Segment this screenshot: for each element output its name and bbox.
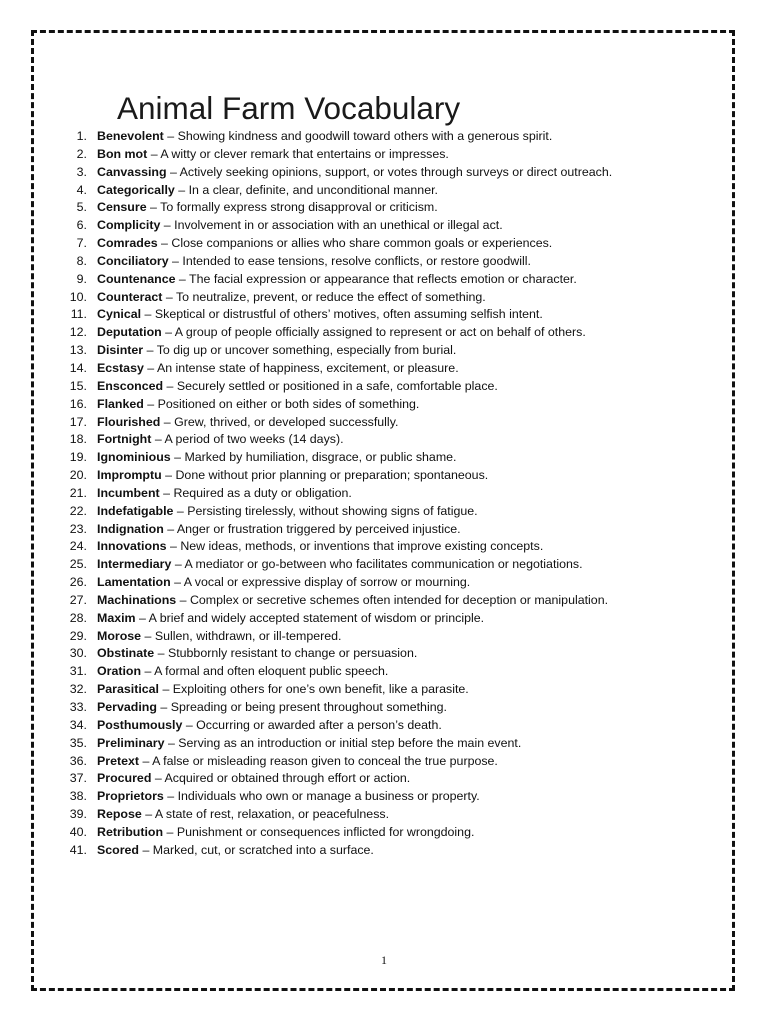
vocab-entry [64, 271, 664, 289]
vocab-separator: – [146, 200, 161, 215]
vocab-separator: – [141, 307, 155, 322]
vocab-entry [64, 699, 664, 717]
vocab-entry-text [87, 146, 664, 164]
vocab-entry-number: 15. [69, 378, 87, 393]
vocab-entry-number: 10. [69, 289, 87, 304]
document-title: Animal Farm Vocabulary [117, 90, 461, 126]
vocab-separator: – [156, 700, 171, 714]
vocab-term: Categorically [97, 182, 175, 197]
vocab-entry [64, 164, 664, 182]
vocab-term: Machinations [97, 592, 177, 607]
vocab-definition: Grew, thrived, or developed successfully. [174, 414, 399, 429]
vocab-entry-number: 21. [69, 485, 87, 500]
vocab-term: Ignominious [97, 450, 171, 465]
vocab-entry-number: 6. [76, 218, 87, 233]
vocab-entry [64, 467, 664, 485]
vocab-entry [64, 753, 664, 771]
vocab-entry-text [87, 431, 664, 449]
vocab-entry-text [87, 253, 664, 271]
vocab-entry-number: 9. [76, 271, 87, 286]
vocab-definition: Occurring or awarded after a person’s death. [196, 717, 442, 732]
vocab-entry-number: 25. [69, 557, 87, 572]
vocab-definition: Actively seeking opinions, support, or votes through surveys or direct outreach. [179, 164, 613, 179]
vocab-entry-text [87, 574, 664, 592]
vocab-entry [64, 717, 664, 735]
vocab-term: Innovations [97, 539, 167, 554]
vocab-definition: Exploiting others for one’s own benefit, like a parasite. [172, 682, 469, 697]
vocab-definition: Punishment or consequences inflicted for wrongdoing. [176, 824, 475, 839]
vocab-entry [64, 842, 664, 860]
vocab-separator: – [163, 521, 177, 536]
page-number: 1 [381, 953, 387, 967]
vocab-entry-number: 38. [69, 789, 87, 804]
vocab-entry-text [87, 449, 664, 467]
vocab-entry [64, 199, 664, 217]
vocab-term: Maxim [97, 610, 136, 625]
vocab-entry-number: 35. [69, 735, 87, 750]
vocab-term: Indefatigable [97, 503, 174, 518]
vocab-separator: – [162, 289, 176, 304]
vocab-separator: – [160, 218, 175, 233]
vocab-entry [64, 414, 664, 432]
vocab-separator: – [166, 164, 180, 179]
vocab-term: Bon mot [97, 146, 148, 161]
vocab-entry-text [87, 699, 664, 717]
vocab-entry-text [87, 521, 664, 539]
vocab-term: Flanked [97, 396, 144, 411]
vocab-separator: – [159, 682, 173, 697]
vocab-entry [64, 360, 664, 378]
vocab-separator: – [151, 432, 165, 447]
vocab-separator: – [157, 236, 172, 251]
vocab-definition: A witty or clever remark that entertains or impresses. [160, 146, 449, 161]
vocab-term: Scored [97, 842, 140, 857]
vocab-entry-text [87, 360, 664, 378]
vocab-entry-text [87, 306, 664, 324]
vocab-definition: Involvement in or association with an unethical or illegal act. [174, 218, 503, 233]
vocab-term: Pretext [97, 753, 140, 768]
vocab-term: Fortnight [97, 432, 152, 447]
vocab-entry [64, 788, 664, 806]
vocab-entry-number: 13. [69, 343, 87, 358]
vocab-entry [64, 538, 664, 556]
vocab-entry [64, 235, 664, 253]
vocab-entry-number: 22. [69, 503, 87, 518]
vocab-entry-number: 7. [76, 236, 87, 251]
vocab-definition: The facial expression or appearance that reflects emotion or character. [189, 271, 577, 286]
vocab-separator: – [182, 717, 197, 732]
vocab-entry [64, 592, 664, 610]
vocab-entry-text [87, 770, 664, 788]
vocab-term: Flourished [97, 414, 161, 429]
vocab-entry [64, 146, 664, 164]
vocab-entry-number: 32. [69, 682, 87, 697]
vocab-entry-number: 19. [69, 450, 87, 465]
vocab-separator: – [161, 468, 176, 483]
vocab-separator: – [166, 539, 181, 554]
vocab-entry [64, 574, 664, 592]
vocab-entry [64, 449, 664, 467]
vocab-term: Posthumously [97, 717, 183, 732]
vocab-definition: A mediator or go-between who facilitates communication or negotiations. [184, 557, 583, 572]
vocab-definition: A formal and often eloquent public speech. [154, 664, 389, 679]
vocab-definition: Stubbornly resistant to change or persuasion. [167, 646, 418, 661]
vocab-term: Lamentation [97, 575, 171, 590]
vocab-definition: Serving as an introduction or initial step before the main event. [178, 735, 522, 750]
vocab-entry-number: 18. [69, 432, 87, 447]
vocab-entry [64, 306, 664, 324]
vocab-entry-text [87, 842, 664, 860]
vocab-term: Procured [97, 771, 152, 786]
vocab-entry [64, 824, 664, 842]
vocab-entry-number: 37. [69, 771, 87, 786]
vocab-entry [64, 610, 664, 628]
vocab-entry-text [87, 396, 664, 414]
vocab-term: Ecstasy [97, 360, 144, 375]
vocab-entry-number: 14. [69, 360, 87, 375]
vocab-term: Obstinate [97, 646, 155, 661]
vocab-definition: Required as a duty or obligation. [173, 485, 352, 500]
vocab-definition: A group of people officially assigned to represent or act on behalf of others. [174, 325, 586, 340]
vocab-entry-number: 20. [69, 468, 87, 483]
vocab-entry-text [87, 235, 664, 253]
vocab-definition: To formally express strong disapproval or criticism. [160, 200, 438, 215]
vocab-entry-number: 5. [76, 200, 87, 215]
vocab-definition: A false or misleading reason given to conceal the true purpose. [152, 753, 498, 768]
vocab-entry-text [87, 824, 664, 842]
vocab-entry-number: 11. [70, 307, 87, 322]
vocab-entry-text [87, 342, 664, 360]
vocab-entry-text [87, 806, 664, 824]
vocab-entry [64, 324, 664, 342]
vocab-definition: An intense state of happiness, excitement, or pleasure. [156, 360, 459, 375]
vocab-entry-text [87, 556, 664, 574]
vocab-entry-number: 16. [69, 396, 87, 411]
vocab-entry-text [87, 753, 664, 771]
vocab-definition: Skeptical or distrustful of others’ motives, often assuming selfish intent. [154, 307, 543, 322]
vocab-entry [64, 735, 664, 753]
vocab-entry-text [87, 378, 664, 396]
vocab-separator: – [171, 557, 185, 572]
vocab-term: Conciliatory [97, 253, 169, 268]
vocab-term: Counteract [97, 289, 163, 304]
vocab-entry-text [87, 289, 664, 307]
vocab-definition: In a clear, definite, and unconditional manner. [188, 182, 438, 197]
vocab-entry-number: 17. [69, 414, 87, 429]
vocab-separator: – [170, 575, 184, 590]
vocab-entry [64, 663, 664, 681]
vocab-definition: A brief and widely accepted statement of wisdom or principle. [148, 610, 485, 625]
vocab-entry-number: 24. [69, 539, 87, 554]
vocab-entry [64, 556, 664, 574]
vocab-definition: New ideas, methods, or inventions that improve existing concepts. [180, 539, 544, 554]
vocab-term: Comrades [97, 236, 158, 251]
vocab-term: Benevolent [97, 129, 164, 143]
vocab-entry-text [87, 324, 664, 342]
vocab-definition: Anger or frustration triggered by perceived injustice. [176, 521, 461, 536]
vocab-entry-text [87, 681, 664, 699]
vocab-definition: To dig up or uncover something, especially from burial. [156, 343, 457, 358]
vocab-entry-text [87, 164, 664, 182]
vocab-definition: Acquired or obtained through effort or action. [164, 771, 411, 786]
vocab-term: Censure [97, 200, 147, 215]
vocab-separator: – [164, 735, 179, 750]
vocab-entry-text [87, 503, 664, 521]
vocab-entry-number: 31. [69, 664, 87, 679]
vocab-separator: – [163, 378, 177, 393]
vocab-entry-text [87, 485, 664, 503]
vocab-definition: Sullen, withdrawn, or ill-tempered. [154, 628, 342, 643]
vocab-entry [64, 431, 664, 449]
vocab-entry-text [87, 610, 664, 628]
vocab-separator: – [160, 414, 175, 429]
vocab-definition: Complex or secretive schemes often intended for deception or manipulation. [189, 592, 609, 607]
vocab-entry-number: 1. [76, 129, 87, 143]
vocab-entry-number: 33. [69, 700, 87, 714]
vocab-definition: Marked by humiliation, disgrace, or public shame. [184, 450, 457, 465]
vocab-definition: Close companions or allies who share common goals or experiences. [171, 236, 553, 251]
vocab-entry-number: 40. [69, 824, 87, 839]
vocab-term: Retribution [97, 824, 164, 839]
vocab-entry-text [87, 592, 664, 610]
vocab-term: Repose [97, 807, 142, 822]
vocab-entry-text [87, 217, 664, 235]
vocab-term: Morose [97, 628, 142, 643]
vocab-separator: – [141, 664, 155, 679]
vocab-entry-number: 29. [69, 628, 87, 643]
vocabulary-list [64, 128, 664, 860]
vocab-separator: – [135, 610, 149, 625]
vocab-definition: Intended to ease tensions, resolve conflicts, or restore goodwill. [182, 253, 531, 268]
vocab-separator: – [159, 485, 174, 500]
vocab-entry [64, 289, 664, 307]
vocab-term: Preliminary [97, 735, 165, 750]
vocab-entry-text [87, 467, 664, 485]
vocab-term: Oration [97, 664, 142, 679]
vocab-entry [64, 182, 664, 200]
vocab-separator: – [161, 325, 175, 340]
vocab-separator: – [175, 271, 190, 286]
vocab-entry [64, 342, 664, 360]
vocab-term: Ensconced [97, 378, 164, 393]
vocab-entry [64, 770, 664, 788]
vocab-entry-text [87, 199, 664, 217]
vocab-definition: Done without prior planning or preparation; spontaneous. [175, 468, 489, 483]
vocab-definition: A vocal or expressive display of sorrow or mourning. [183, 575, 471, 590]
vocab-definition: Persisting tirelessly, without showing signs of fatigue. [187, 503, 478, 518]
vocab-entry-number: 26. [69, 575, 87, 590]
vocab-entry-text [87, 717, 664, 735]
vocab-entry [64, 485, 664, 503]
vocab-entry-text [87, 788, 664, 806]
vocab-separator: – [147, 146, 161, 161]
vocab-entry-text [87, 414, 664, 432]
vocab-definition: Showing kindness and goodwill toward others with a generous spirit. [177, 129, 553, 143]
vocab-term: Proprietors [97, 789, 164, 804]
vocab-definition: Individuals who own or manage a business or property. [177, 789, 480, 804]
vocab-separator: – [174, 182, 189, 197]
vocab-term: Countenance [97, 271, 176, 286]
vocab-term: Cynical [97, 307, 142, 322]
vocab-entry-text [87, 538, 664, 556]
vocab-separator: – [141, 628, 155, 643]
vocab-term: Incumbent [97, 485, 160, 500]
vocab-entry-text [87, 271, 664, 289]
vocab-entry-number: 41. [69, 842, 87, 857]
vocab-definition: Spreading or being present throughout something. [170, 700, 447, 714]
vocab-separator: – [163, 789, 178, 804]
vocab-separator: – [163, 129, 178, 143]
vocab-term: Parasitical [97, 682, 159, 697]
vocab-separator: – [176, 592, 190, 607]
vocab-entry-text [87, 735, 664, 753]
vocab-definition: Marked, cut, or scratched into a surface. [152, 842, 374, 857]
vocab-entry [64, 396, 664, 414]
vocab-definition: Positioned on either or both sides of something. [157, 396, 420, 411]
vocab-entry-text [87, 628, 664, 646]
vocab-entry-number: 23. [69, 521, 87, 536]
vocab-separator: – [170, 450, 185, 465]
vocab-definition: To neutralize, prevent, or reduce the effect of something. [175, 289, 486, 304]
vocab-separator: – [143, 396, 158, 411]
vocab-term: Pervading [97, 700, 157, 714]
vocab-entry [64, 806, 664, 824]
vocab-term: Deputation [97, 325, 162, 340]
vocab-entry [64, 628, 664, 646]
vocab-separator: – [139, 842, 153, 857]
vocab-entry-number: 2. [76, 146, 87, 161]
vocab-entry-number: 4. [76, 182, 87, 197]
vocab-definition: Securely settled or positioned in a safe, comfortable place. [176, 378, 498, 393]
vocab-entry-number: 39. [69, 807, 87, 822]
vocab-term: Impromptu [97, 468, 162, 483]
vocab-separator: – [143, 360, 157, 375]
vocab-entry-text [87, 645, 664, 663]
vocab-entry [64, 128, 664, 146]
vocab-separator: – [163, 824, 177, 839]
vocab-entry [64, 645, 664, 663]
vocab-entry-text [87, 128, 664, 146]
vocab-entry-number: 27. [69, 592, 87, 607]
vocab-separator: – [143, 343, 157, 358]
vocab-entry [64, 521, 664, 539]
vocab-separator: – [139, 753, 153, 768]
vocab-entry [64, 217, 664, 235]
vocab-entry-text [87, 663, 664, 681]
vocab-entry [64, 503, 664, 521]
vocab-term: Indignation [97, 521, 164, 536]
vocab-term: Complicity [97, 218, 161, 233]
vocab-entry-number: 12. [69, 325, 87, 340]
vocab-separator: – [173, 503, 188, 518]
vocab-term: Canvassing [97, 164, 167, 179]
vocab-definition: A state of rest, relaxation, or peacefulness. [154, 807, 390, 822]
vocab-term: Disinter [97, 343, 144, 358]
vocab-entry-number: 36. [69, 753, 87, 768]
vocab-term: Intermediary [97, 557, 172, 572]
vocab-definition: A period of two weeks (14 days). [164, 432, 344, 447]
vocab-entry [64, 253, 664, 271]
vocab-entry-number: 8. [76, 253, 87, 268]
vocab-entry [64, 378, 664, 396]
vocab-entry-text [87, 182, 664, 200]
vocab-separator: – [168, 253, 183, 268]
vocab-separator: – [151, 771, 165, 786]
vocab-entry-number: 30. [69, 646, 87, 661]
vocab-separator: – [141, 807, 155, 822]
vocab-entry-number: 3. [76, 164, 87, 179]
vocab-separator: – [154, 646, 168, 661]
vocab-entry [64, 681, 664, 699]
vocab-entry-number: 28. [69, 610, 87, 625]
vocab-entry-number: 34. [69, 717, 87, 732]
